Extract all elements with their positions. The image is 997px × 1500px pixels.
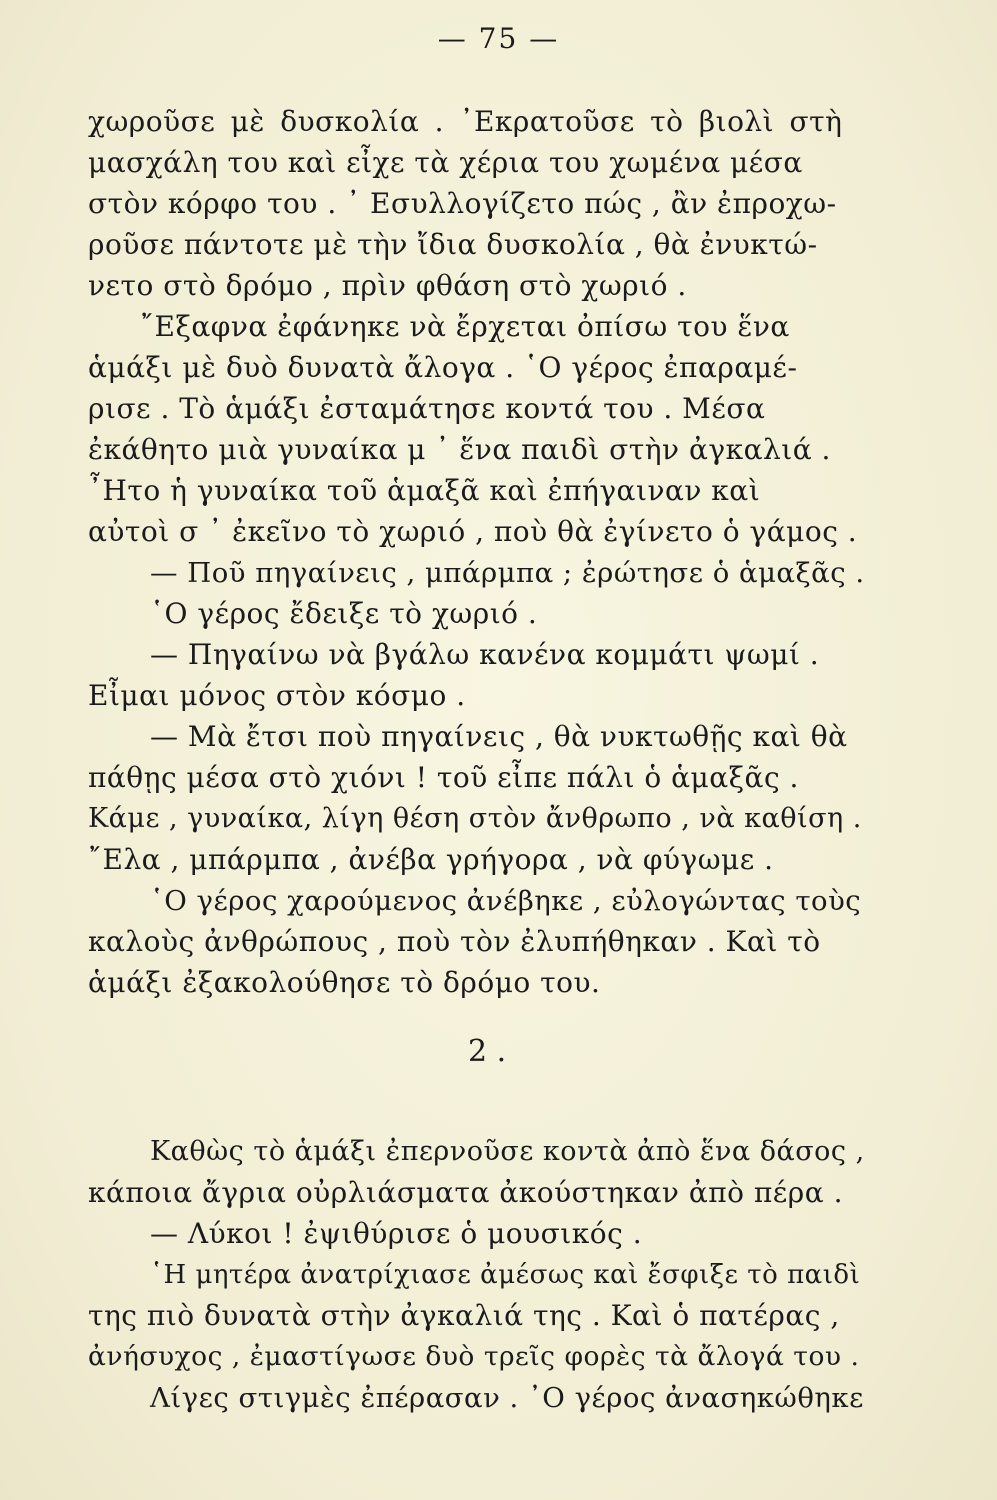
dialogue-line: — Λύκοι ! ἐψιθύρισε ὁ μουσικός . <box>150 1217 643 1250</box>
text-line: Κάμε , γυναίκα, λίγη θέση στὸν ἄνθρωπο , νὰ καθίση . <box>88 803 862 834</box>
text-line: πάθῃς μέσα στὸ χιόνι ! τοῦ εἶπε πάλι ὁ ἁμαξᾶς . <box>88 761 799 794</box>
text-line: αὐτοὶ σ ᾿ ἐκεῖνο τὸ χωριό , ποὺ θὰ ἐγίνετο ὁ γάμος . <box>88 515 858 548</box>
page-number: — 75 — <box>437 22 560 55</box>
text-line: ρισε . Τὸ ἁμάξι ἐσταμάτησε κοντά του . Μέσα <box>88 392 766 425</box>
text-line: ἁμάξι ἐξακολούθησε τὸ δρόμο του. <box>88 966 601 999</box>
text-line: ῎Ελα , μπάρμπα , ἀνέβα γρήγορα , νὰ φύγωμε . <box>88 843 774 876</box>
text-line: στὸν κόρφο του . ᾿ Εσυλλογίζετο πώς , ἂν ἐπροχω- <box>88 187 837 220</box>
text-line: νετο στὸ δρόμο , πρὶν φθάση στὸ χωριό . <box>88 269 687 302</box>
text-line: ῎Εξαφνα ἐφάνηκε νὰ ἔρχεται ὀπίσω του ἕνα <box>140 310 790 343</box>
text-line: ροῦσε πάντοτε μὲ τὴν ἴδια δυσκολία , θὰ ἐνυκτώ- <box>88 228 818 261</box>
text-line: της πιὸ δυνατὰ στὴν ἀγκαλιά της . Καὶ ὁ πατέρας , <box>88 1299 840 1332</box>
text-line: ῾Ο γέρος χαρούμενος ἀνέβηκε , εὐλογώντας τοὺς <box>150 885 862 917</box>
text-line: ῾Ο γέρος ἔδειξε τὸ χωριό . <box>150 597 538 630</box>
text-line: ῏Ητο ἡ γυναίκα τοῦ ἁμαξᾶ καὶ ἐπήγαιναν καὶ <box>88 474 761 507</box>
text-line: καλοὺς ἀνθρώπους , ποὺ τὸν ἐλυπήθηκαν . Καὶ τὸ <box>88 925 821 958</box>
text-line: ἁμάξι μὲ δυὸ δυνατὰ ἄλογα . ῾Ο γέρος ἐπαραμέ- <box>88 351 798 384</box>
text-line: ῾Η μητέρα ἀνατρίχιασε ἀμέσως καὶ ἔσφιξε τὸ παιδὶ <box>150 1260 861 1290</box>
text-line: μασχάλη του καὶ εἶχε τὰ χέρια του χωμένα μέσα <box>88 146 803 179</box>
text-line: ἀνήσυχος , ἐμαστίγωσε δυὸ τρεῖς φορὲς τὰ ἄλογά του . <box>88 1341 860 1372</box>
section-number: 2 . <box>468 1034 507 1069</box>
text-line: κάποια ἄγρια οὐρλιάσματα ἀκούστηκαν ἀπὸ πέρα . <box>88 1176 843 1209</box>
text-line: Λίγες στιγμὲς ἐπέρασαν . ᾿Ο γέρος ἀνασηκώθηκε <box>150 1382 864 1414</box>
dialogue-line: — Ποῦ πηγαίνεις , μπάρμπα ; ἐρώτησε ὁ ἁμαξᾶς . <box>150 557 865 589</box>
text-line: Εἶμαι μόνος στὸν κόσμο . <box>88 679 466 712</box>
text-line: Καθὼς τὸ ἁμάξι ἐπερνοῦσε κοντὰ ἀπὸ ἕνα δάσος , <box>150 1136 865 1167</box>
dialogue-line: — Πηγαίνω νὰ βγάλω κανένα κομμάτι ψωμί . <box>150 638 820 671</box>
dialogue-line: — Μὰ ἔτσι ποὺ πηγαίνεις , θὰ νυκτωθῇς καὶ θὰ <box>150 720 848 753</box>
text-line: χωροῦσε μὲ δυσκολία . ᾿Εκρατοῦσε τὸ βιολὶ στὴ <box>88 105 843 138</box>
text-line: ἐκάθητο μιὰ γυναίκα μ ᾿ ἕνα παιδὶ στὴν ἀγκαλιά . <box>88 433 831 466</box>
